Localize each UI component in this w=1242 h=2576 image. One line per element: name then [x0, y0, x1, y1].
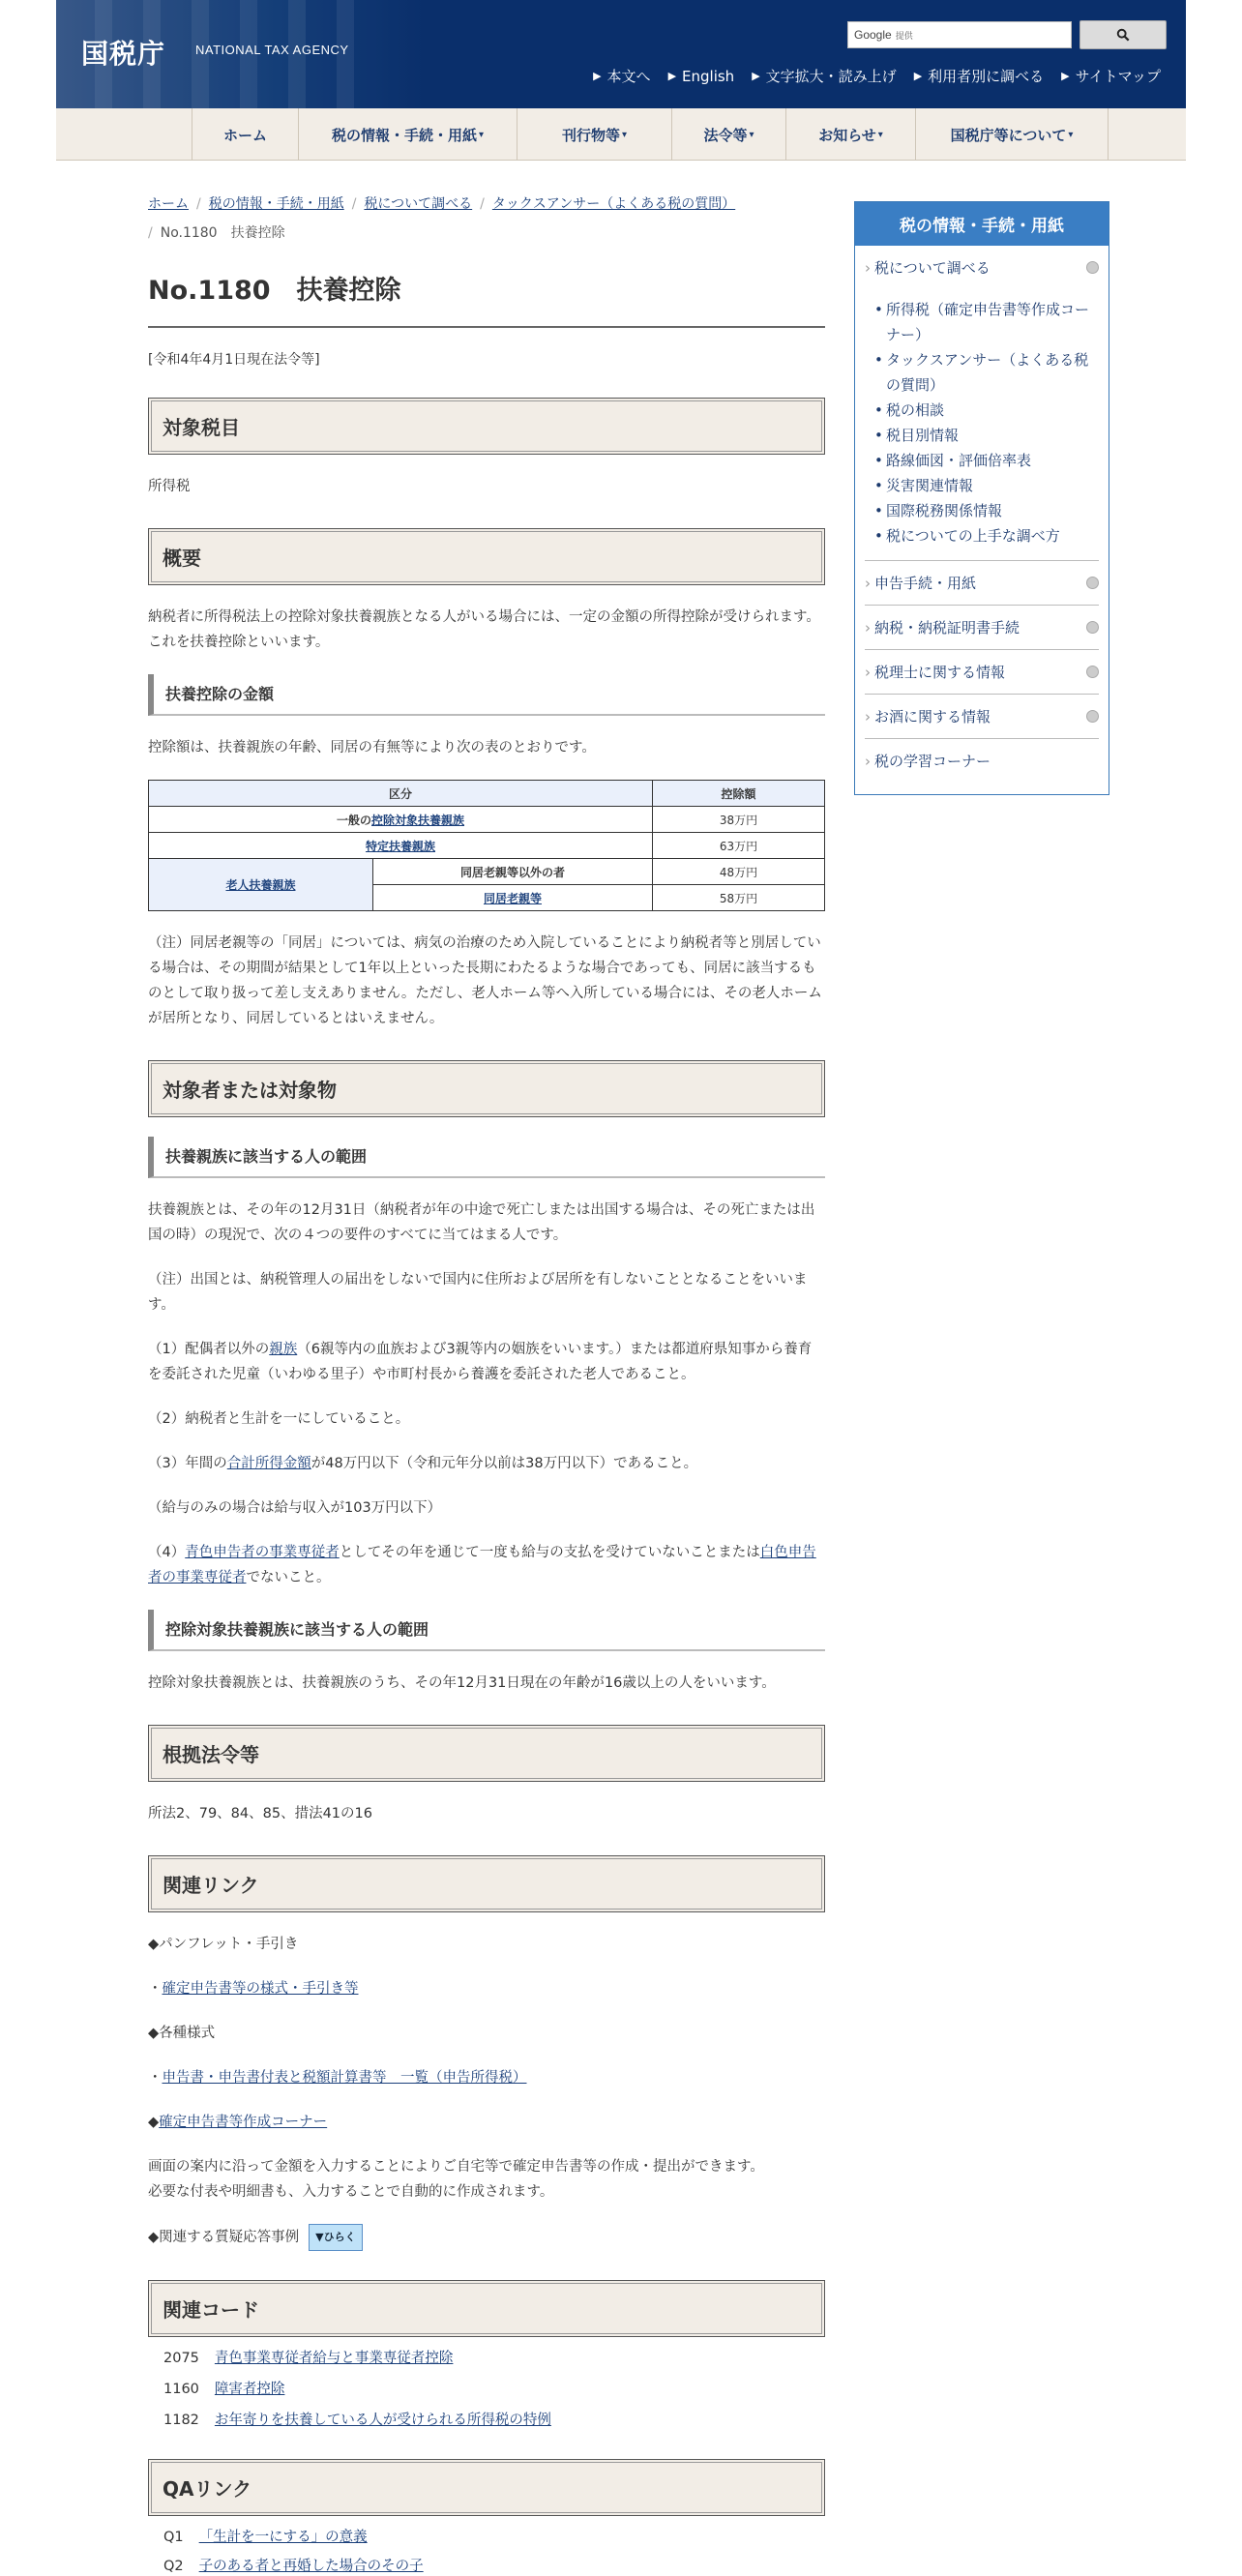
requirement-4: （4）青色申告者の事業専従者としてその年を通じて一度も給与の支払を受けていないことまたは白色申告者の事業専従者でないこと。 — [148, 1545, 816, 1585]
expand-icon — [1086, 666, 1099, 678]
breadcrumb-current: No.1180 扶養控除 — [160, 225, 285, 241]
page-title: No.1180 扶養控除 — [148, 269, 825, 328]
search-button[interactable] — [1079, 20, 1167, 49]
requirement-1: （1）配偶者以外の親族（6親等内の血族および3親等内の姻族をいいます。）または都道府県知事から養育を委託された児童（いわゆる里子）や市町村長から養護を委託された老人であること。 — [148, 1342, 813, 1382]
sidebar-subitem[interactable]: • タックスアンサー（よくある税の質問） — [874, 347, 1099, 398]
nav-laws[interactable]: 法令等 ▾ — [671, 108, 785, 161]
subheading-deduction-amount: 扶養控除の金額 — [148, 674, 825, 716]
table-cell-elder-other: 同居老親等以外の者 — [373, 859, 653, 885]
utility-links — [593, 66, 1161, 86]
pamphlet-link-item: ・確定申告書等の様式・手引き等 — [148, 1981, 359, 1997]
chevron-right-icon: ▶ — [667, 70, 677, 82]
link-qa-1[interactable]: 「生計を一にする」の意義 — [198, 2530, 368, 2545]
nav-publications[interactable]: 刊行物等 ▾ — [517, 108, 671, 161]
link-relatives[interactable]: 親族 — [269, 1342, 298, 1357]
caret-down-icon: ▾ — [1068, 129, 1074, 140]
sidebar-title: 税の情報・手続・用紙 — [855, 202, 1109, 246]
link-code-2075[interactable]: 青色事業専従者給与と事業専従者控除 — [214, 2351, 454, 2366]
sidebar-subitem[interactable]: • 税の相談 — [874, 398, 1099, 423]
sidebar-subitem[interactable]: • 国際税務関係情報 — [874, 498, 1099, 523]
sidebar-subitem[interactable]: • 路線価図・評価倍率表 — [874, 448, 1099, 473]
amount-intro-text: 控除額は、扶養親族の年齢、同居の有無等により次の表のとおりです。 — [148, 740, 596, 755]
section-heading-target: 対象者または対象物 — [148, 1060, 825, 1117]
link-elderly-dependent[interactable]: 老人扶養親族 — [225, 878, 296, 892]
sidebar-item-tax-accountant[interactable]: › 税理士に関する情報 — [865, 650, 1099, 695]
section-heading-qa-links: QAリンク — [148, 2459, 825, 2516]
util-link-english[interactable]: ▶ English — [667, 67, 735, 85]
table-cell-general-value: 38万円 — [653, 807, 825, 833]
section-heading-taxable-item: 対象税目 — [148, 398, 825, 455]
nav-home[interactable]: ホーム — [192, 108, 298, 161]
site-logo[interactable]: 国税庁 — [81, 38, 166, 70]
corner-description: 画面の案内に沿って金額を入力することによりご自宅等で確定申告書等の作成・提出ができます。 必要な付表や明細書も、入力することで自動的に作成されます。 — [148, 2159, 764, 2200]
table-row-specific — [149, 833, 653, 859]
link-qa-2[interactable]: 子のある者と再婚した場合のその子 — [198, 2559, 424, 2574]
legal-basis-text: 所法2、79、84、85、措法41の16 — [148, 1806, 372, 1821]
link-code-1182[interactable]: お年寄りを扶養している人が受けられる所得税の特例 — [214, 2413, 551, 2428]
forms-link-item: ・申告書・申告書付表と税額計算書等 一覧（申告所得税） — [148, 2070, 527, 2086]
as-of-date: [令和4年4月1日現在法令等] — [148, 352, 320, 368]
section-heading-overview: 概要 — [148, 528, 825, 585]
sidebar-item-research[interactable]: › 税について調べる — [865, 246, 1099, 289]
link-dependent-deduction[interactable]: 控除対象扶養親族 — [371, 813, 465, 827]
requirement-2: （2）納税者と生計を一にしていること。 — [148, 1411, 410, 1427]
sidebar-subitem[interactable]: • 税目別情報 — [874, 423, 1099, 448]
util-link-main[interactable]: ▶ 本文へ — [593, 68, 651, 85]
chevron-right-icon: ▶ — [1061, 70, 1070, 82]
sidebar-item-payment[interactable]: › 納税・納税証明書手続 — [865, 606, 1099, 650]
table-cell-elder-cohab-value: 58万円 — [653, 885, 825, 911]
expand-icon — [1086, 710, 1099, 723]
breadcrumb-home[interactable]: ホーム — [148, 196, 189, 212]
list-item: Q2 子のある者と再婚した場合のその子 — [163, 2559, 424, 2574]
table-row-general: 一般の控除対象扶養親族 — [149, 807, 653, 833]
link-filing-corner[interactable]: 確定申告書等作成コーナー — [159, 2115, 328, 2130]
table-row-elderly — [149, 859, 373, 911]
search-icon — [1116, 28, 1130, 42]
link-total-income[interactable]: 合計所得金額 — [226, 1456, 311, 1471]
link-forms-guides[interactable]: 確定申告書等の様式・手引き等 — [162, 1981, 359, 1997]
global-nav — [56, 108, 1186, 161]
site-logo-en: NATIONAL TAX AGENCY — [195, 43, 349, 57]
breadcrumb-taxanswer[interactable]: タックスアンサー（よくある税の質問） — [491, 196, 736, 212]
table-header-category: 区分 — [149, 781, 653, 807]
caret-down-icon: ▾ — [749, 129, 754, 140]
list-item: 1160 障害者控除 — [163, 2382, 285, 2397]
list-item: Q1 「生計を一にする」の意義 — [163, 2530, 368, 2545]
caret-down-icon: ▾ — [877, 129, 883, 140]
caret-down-icon: ▾ — [621, 129, 628, 140]
site-header — [56, 0, 1186, 108]
nav-about[interactable]: 国税庁等について ▾ — [915, 108, 1109, 161]
sidebar-subitem[interactable]: • 所得税（確定申告書等作成コーナー） — [874, 297, 1099, 347]
link-blue-return-employee[interactable]: 青色申告者の事業専従者 — [185, 1545, 340, 1560]
list-item: 1182 お年寄りを扶養している人が受けられる所得税の特例 — [163, 2413, 551, 2428]
subheading-eligible-range: 控除対象扶養親族に該当する人の範囲 — [148, 1610, 825, 1651]
eligible-range-text: 控除対象扶養親族とは、扶養親族のうち、その年12月31日現在の年齢が16歳以上の人をいいます。 — [148, 1675, 776, 1691]
deduction-table — [148, 780, 825, 911]
expand-icon — [1086, 261, 1099, 274]
qa-toggle-button[interactable]: ▼ひらく — [309, 2224, 362, 2251]
requirement-3: （3）年間の合計所得金額が48万円以下（令和元年分以前は38万円以下）であること。 — [148, 1456, 698, 1471]
sidebar-item-filing[interactable]: › 申告手続・用紙 — [865, 561, 1099, 606]
expand-icon — [1086, 621, 1099, 634]
link-white-return-employee[interactable]: 白色申告者の事業専従者 — [148, 1545, 816, 1585]
link-forms-list[interactable]: 申告書・申告書付表と税額計算書等 一覧（申告所得税） — [162, 2070, 527, 2086]
chevron-right-icon: ▶ — [913, 70, 923, 82]
requirement-3-note: （給与のみの場合は給与収入が103万円以下） — [148, 1500, 442, 1516]
sidebar-subitem[interactable]: • 税についての上手な調べ方 — [874, 523, 1099, 548]
sidebar — [854, 201, 1109, 795]
chevron-right-icon: ▶ — [752, 70, 760, 82]
subheading-dependent-range: 扶養親族に該当する人の範囲 — [148, 1137, 825, 1178]
nav-news[interactable]: お知らせ ▾ — [785, 108, 915, 161]
breadcrumb-research[interactable]: 税について調べる — [364, 196, 473, 212]
google-label: Google — [854, 28, 892, 42]
link-cohabiting-parents[interactable]: 同居老親等 — [483, 891, 542, 905]
search-input[interactable] — [847, 21, 1072, 48]
taxable-item-text: 所得税 — [148, 479, 191, 494]
section-heading-related-codes: 関連コード — [148, 2280, 825, 2337]
dependent-range-text: 扶養親族とは、その年の12月31日（納税者が年の中途で死亡しまたは出国する場合は、その死亡または出国の時）の現況で、次の４つの要件のすべてに当てはまる人です。 — [148, 1202, 815, 1243]
breadcrumb: ホーム / 税の情報・手続・用紙 / 税について調べる / タックスアンサー（よくある税の質問） / No.1180 扶養控除 — [148, 196, 736, 241]
sidebar-sublist — [865, 289, 1099, 561]
forms-label: ◆各種様式 — [148, 2026, 216, 2041]
qa-links-list — [148, 2528, 825, 2576]
pamphlet-label: ◆パンフレット・手引き — [148, 1937, 299, 1952]
caret-down-icon: ▾ — [478, 129, 485, 140]
table-cell-elder-other-value: 48万円 — [653, 859, 825, 885]
table-header-amount: 控除額 — [653, 781, 825, 807]
google-provided: 提供 — [895, 31, 913, 41]
link-code-1160[interactable]: 障害者控除 — [214, 2382, 285, 2397]
util-link-sitemap[interactable]: ▶ サイトマップ — [1061, 68, 1161, 85]
corner-link-item: ◆確定申告書等作成コーナー — [148, 2115, 328, 2130]
list-item: 2075 青色事業専従者給与と事業専従者控除 — [163, 2351, 454, 2366]
departure-note: （注）出国とは、納税管理人の届出をしないで国内に住所および居所を有しないこととなることをいいます。 — [148, 1272, 808, 1313]
sidebar-subitem[interactable]: • 災害関連情報 — [874, 473, 1099, 498]
cohabitation-note: （注）同居老親等の「同居」については、病気の治療のため入院していることにより納税者等と別居している場合は、その期間が結果として1年以上といった長期にわたるような場合であっても、同居に該当するものとして取り扱って差し支えありません。ただし、老人ホーム等へ入所している場合には、その老人ホームが居所となり、同居しているとはいえません。 — [148, 935, 822, 1026]
main-content — [148, 190, 825, 2576]
breadcrumb-tax-info[interactable]: 税の情報・手続・用紙 — [208, 196, 344, 212]
expand-icon — [1086, 577, 1099, 589]
overview-text: 納税者に所得税法上の控除対象扶養親族となる人がいる場合には、一定の金額の所得控除が受けられます。これを扶養控除といいます。 — [148, 609, 820, 650]
link-specific-dependent[interactable]: 特定扶養親族 — [365, 839, 435, 853]
sidebar-item-learning[interactable]: › 税の学習コーナー — [865, 739, 1099, 783]
table-cell-specific-value: 63万円 — [653, 833, 825, 859]
util-link-by-user[interactable]: ▶ 利用者別に調べる — [913, 68, 1045, 85]
nav-tax-info[interactable]: 税の情報・手続・用紙 ▾ — [298, 108, 517, 161]
table-cell-elder-cohab — [373, 885, 653, 911]
section-heading-legal-basis: 根拠法令等 — [148, 1725, 825, 1782]
qa-related: ◆関連する質疑応答事例 ▼ひらく — [148, 2224, 825, 2251]
util-link-text-size[interactable]: ▶ 文字拡大・読み上げ — [752, 68, 897, 85]
sidebar-item-liquor[interactable]: › お酒に関する情報 — [865, 695, 1099, 739]
related-codes-list — [148, 2349, 825, 2430]
chevron-right-icon: ▶ — [593, 70, 602, 82]
section-heading-related-links: 関連リンク — [148, 1855, 825, 1912]
